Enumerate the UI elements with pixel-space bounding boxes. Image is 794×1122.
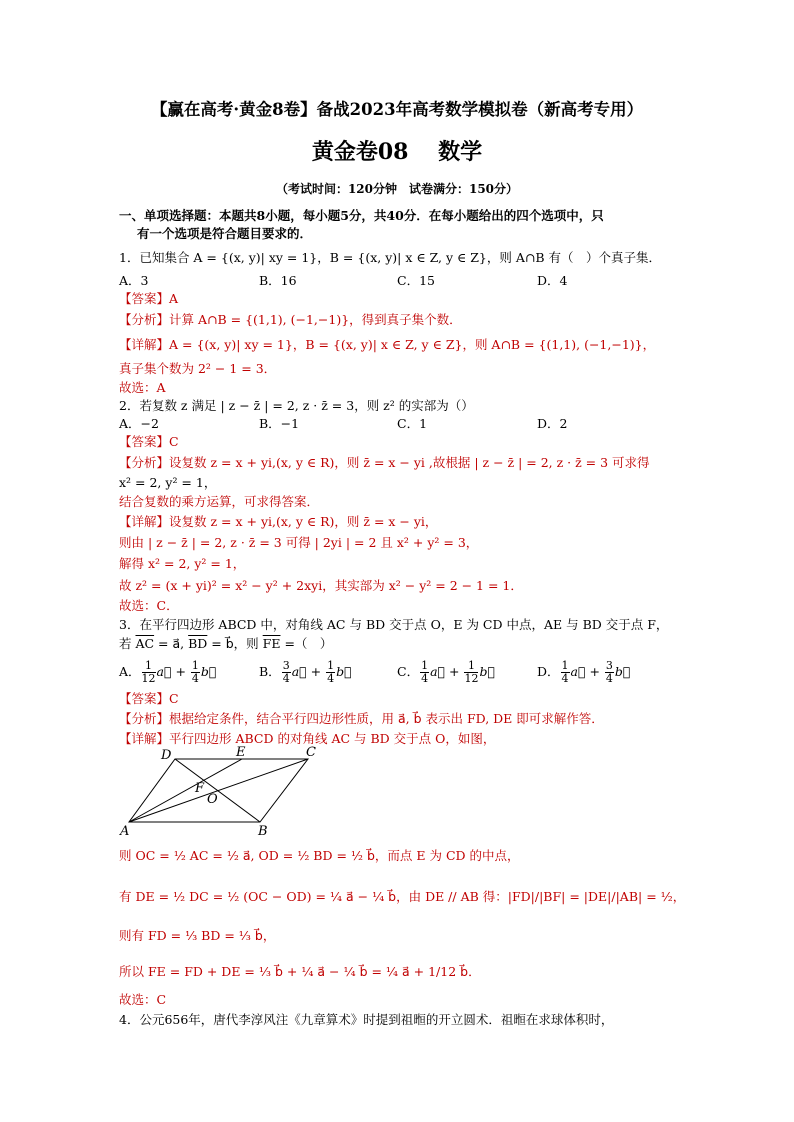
q1-answer: 【答案】A xyxy=(119,291,179,306)
q3-option-d: D． $\frac{1}{4}$ a⃗ + $\frac{3}{4}$ b⃗ xyxy=(537,659,631,685)
q3-stem-1: 3．在平行四边形 ABCD 中，对角线 AC 与 BD 交于点 O，E 为 CD 中点，AE 与 BD 交于点 F， xyxy=(119,617,669,632)
q2-stem: 2．若复数 z 满足 | z − z̄ | = 2, z · z̄ = 3，则 z² 的实部为（） xyxy=(119,398,474,413)
q2-option-b: B．−1 xyxy=(259,416,300,431)
q2-conclusion: 故选：C． xyxy=(119,598,179,613)
label-B: B xyxy=(258,824,268,839)
q1-stem: 1．已知集合 A = {(x, y)| xy = 1}，B = {(x, y)| x ∈ Z, y ∈ Z}，则 A∩B 有（ ）个真子集． xyxy=(119,250,662,265)
q3-option-c: C． $\frac{1}{4}$ a⃗ + $\frac{1}{12}$ b⃗ xyxy=(397,659,495,685)
q2-analysis-1: 【分析】设复数 z = x + yi,(x, y ∈ R)，则 z̄ = x − yi ,故根据 | z − z̄ | = 2, z · z̄ = 3 可求得 xyxy=(119,455,650,470)
q3-step-3: 则有 FD = ⅓ BD = ⅓ b⃗， xyxy=(119,928,276,943)
q3-option-b: B． $\frac{3}{4}$ a⃗ + $\frac{1}{4}$ b⃗ xyxy=(259,659,352,685)
q1-detail-count: 真子集个数为 2² − 1 = 3． xyxy=(119,361,277,376)
q2-analysis-3: 结合复数的乘方运算，可求得答案． xyxy=(119,494,320,509)
label-A: A xyxy=(120,824,130,839)
q1-option-d: D．4 xyxy=(537,273,568,288)
label-E: E xyxy=(236,745,246,760)
q2-option-d: D．2 xyxy=(537,416,568,431)
q2-analysis-2: x² = 2, y² = 1， xyxy=(119,475,217,490)
q2-option-a: A．−2 xyxy=(119,416,159,431)
label-F: F xyxy=(195,781,205,796)
q1-option-b: B．16 xyxy=(259,273,297,288)
series-title: 【赢在高考·黄金8卷】备战2023年高考数学模拟卷（新高考专用） xyxy=(150,100,644,119)
page-title: 黄金卷08 数学 xyxy=(311,139,483,165)
q1-analysis: 【分析】计算 A∩B = {(1,1), (−1,−1)}，得到真子集个数． xyxy=(119,312,462,327)
q3-conclusion: 故选：C xyxy=(119,992,167,1007)
q2-detail-2: 则由 | z − z̄ | = 2, z · z̄ = 3 可得 | 2yi | = 2 且 x² + y² = 3， xyxy=(119,535,479,550)
q3-detail: 【详解】平行四边形 ABCD 的对角线 AC 与 BD 交于点 O，如图， xyxy=(119,731,496,746)
section-heading: 一、单项选择题：本题共8小题，每小题5分，共40分．在每小题给出的四个选项中，只 xyxy=(119,208,604,223)
q1-option-c: C．15 xyxy=(397,273,435,288)
exam-info: （考试时间：120分钟 试卷满分：150分） xyxy=(275,182,519,196)
q2-detail-3: 解得 x² = 2, y² = 1， xyxy=(119,556,246,571)
q1-option-a: A．3 xyxy=(119,273,149,288)
q2-detail-4: 故 z² = (x + yi)² = x² − y² + 2xyi，其实部为 x² − y² = 2 − 1 = 1． xyxy=(119,578,523,593)
label-D: D xyxy=(161,748,172,763)
label-O: O xyxy=(207,792,218,807)
q4-stem: 4．公元656年，唐代李淳风注《九章算术》时提到祖暅的开立圆术．祖暅在求球体积时， xyxy=(119,1012,614,1027)
q3-answer: 【答案】C xyxy=(119,691,179,706)
q2-option-c: C．1 xyxy=(397,416,428,431)
q3-step-2: 有 DE = ½ DC = ½ (OC − OD) = ¼ a⃗ − ¼ b⃗，由 DE // AB 得：|FD|/|BF| = |DE|/|AB| = ½， xyxy=(119,889,686,904)
q1-detail: 【详解】A = {(x, y)| xy = 1}，B = {(x, y)| x ∈ Z, y ∈ Z}，则 A∩B = {(1,1), (−1,−1)}， xyxy=(119,337,656,352)
q2-detail-1: 【详解】设复数 z = x + yi,(x, y ∈ R)，则 z̄ = x − yi， xyxy=(119,514,438,529)
q3-step-4: 所以 FE = FD + DE = ⅓ b⃗ + ¼ a⃗ − ¼ b⃗ = ¼ a⃗ + 1/12 b⃗． xyxy=(119,964,481,979)
q3-stem-2: 若 $\overline{AC}$ = a⃗, $\overline{BD}$ = b⃗，则 $\overline{FE}$ =（ ） xyxy=(119,636,333,651)
q3-option-a: A． $\frac{1}{12}$ a⃗ + $\frac{1}{4}$ b⃗ xyxy=(119,659,217,685)
label-C: C xyxy=(306,745,316,760)
q3-step-1: 则 OC = ½ AC = ½ a⃗, OD = ½ BD = ½ b⃗，而点 E 为 CD 的中点， xyxy=(119,848,520,863)
parallelogram-figure xyxy=(115,745,325,840)
q3-analysis: 【分析】根据给定条件，结合平行四边形性质，用 a⃗, b⃗ 表示出 FD, DE 即可求解作答． xyxy=(119,711,604,726)
section-heading-cont: 有一个选项是符合题目要求的． xyxy=(137,226,313,241)
q2-answer: 【答案】C xyxy=(119,434,179,449)
q1-conclusion: 故选：A xyxy=(119,380,166,395)
